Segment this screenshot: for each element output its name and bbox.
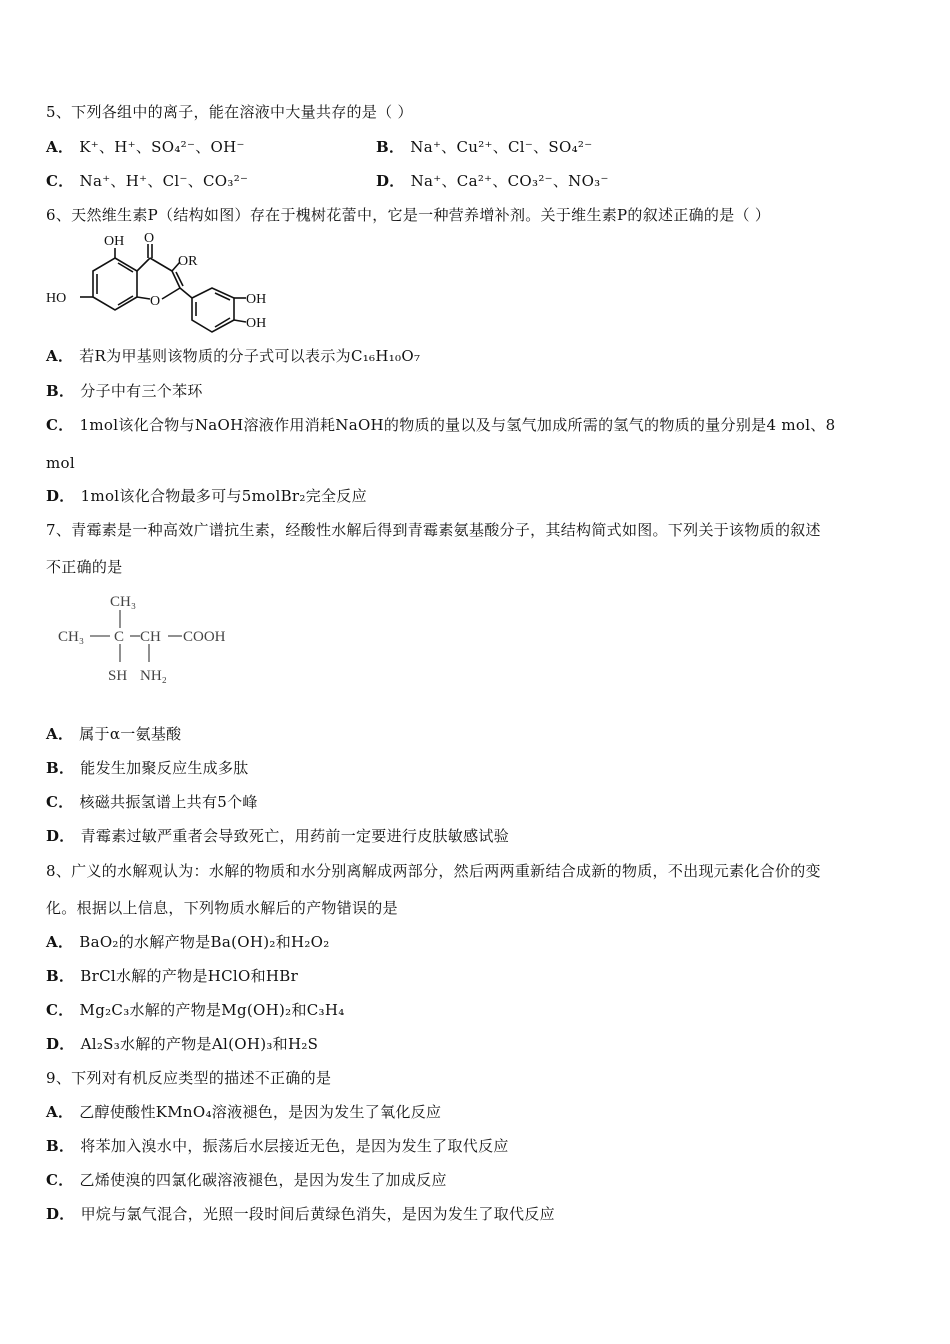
option-text: 属于α一氨基酸 (79, 725, 182, 743)
q6-option-c (46, 415, 835, 435)
q8-option-c (46, 1000, 345, 1020)
option-label: C． (46, 416, 74, 434)
q7-option-c (46, 792, 258, 812)
option-text: 1mol该化合物最多可与5molBr₂完全反应 (80, 487, 367, 505)
option-label: B． (46, 1137, 75, 1155)
option-text: 分子中有三个苯环 (80, 382, 203, 400)
q6-option-c-continued: mol (46, 454, 75, 472)
q8-option-b (46, 966, 298, 986)
option-label: D． (46, 1035, 75, 1053)
option-text: 若R为甲基则该物质的分子式可以表示为C₁₆H₁₀O₇ (79, 347, 421, 365)
label-oh-right-1: OH (246, 292, 267, 307)
option-text: Na⁺、Cu²⁺、Cl⁻、SO₄²⁻ (410, 138, 593, 156)
q9-stem: 9、下列对有机反应类型的描述不正确的是 (46, 1069, 332, 1087)
option-text: 青霉素过敏严重者会导致死亡，用药前一定要进行皮肤敏感试验 (80, 827, 510, 845)
option-text: BaO₂的水解产物是Ba(OH)₂和H₂O₂ (79, 933, 330, 951)
option-text: Al₂S₃水解的产物是Al(OH)₃和H₂S (80, 1035, 319, 1053)
q8-stem-line-1: 8、广义的水解观认为：水解的物质和水分别离解成两部分，然后两两重新结合成新的物质，不出现元素化合价的变 (46, 862, 821, 880)
q9-option-d (46, 1204, 555, 1224)
q6-stem: 6、天然维生素P（结构如图）存在于槐树花蕾中，它是一种营养增补剂。关于维生素P的叙述正确的是（ ） (46, 206, 771, 224)
option-text: K⁺、H⁺、SO₄²⁻、OH⁻ (79, 138, 245, 156)
option-text: 甲烷与氯气混合，光照一段时间后黄绿色消失，是因为发生了取代反应 (80, 1205, 555, 1223)
option-text: 核磁共振氢谱上共有5个峰 (79, 793, 258, 811)
option-label: B． (46, 382, 75, 400)
q6-option-b (46, 381, 203, 401)
q8-option-a (46, 932, 330, 952)
label-o-ring: O (150, 294, 161, 309)
q5-option-d (376, 171, 609, 191)
vitamin-p-structure-figure (40, 228, 280, 340)
q7-option-d (46, 826, 509, 846)
q6-option-a (46, 346, 420, 366)
q6-option-d (46, 486, 367, 506)
option-text: 乙醇使酸性KMnO₄溶液褪色，是因为发生了氧化反应 (79, 1103, 442, 1121)
label-cooh: COOH (183, 629, 226, 645)
q7-stem-line-2: 不正确的是 (46, 558, 123, 576)
q5-option-b (376, 137, 592, 157)
label-ch: CH (140, 629, 161, 645)
q9-option-a (46, 1102, 441, 1122)
q7-stem-line-1: 7、青霉素是一种高效广谱抗生素，经酸性水解后得到青霉素氨基酸分子，其结构简式如图。下列关于该物质的叙述 (46, 521, 821, 539)
option-label: A． (46, 1103, 74, 1121)
label-o-keto: O (144, 231, 155, 246)
option-text: 将苯加入溴水中，振荡后水层接近无色，是因为发生了取代反应 (80, 1137, 509, 1155)
option-label: C． (46, 172, 74, 190)
option-label: B． (46, 967, 75, 985)
option-label: A． (46, 933, 74, 951)
option-label: C． (46, 1001, 74, 1019)
label-ch3-top: CH₃ (110, 594, 137, 610)
option-text: 能发生加聚反应生成多肽 (80, 759, 249, 777)
label-ch3-left: CH₃ (58, 629, 85, 645)
q7-option-b (46, 758, 249, 778)
option-label: B． (376, 138, 405, 156)
option-label: A． (46, 725, 74, 743)
option-text: 1mol该化合物与NaOH溶液作用消耗NaOH的物质的量以及与氢气加成所需的氢气的物质的量分别是4 mol、8 (79, 416, 836, 434)
label-ho-left: HO (46, 291, 67, 306)
q5-stem: 5、下列各组中的离子，能在溶液中大量共存的是（ ） (46, 103, 413, 121)
option-label: D． (46, 1205, 75, 1223)
q9-option-b (46, 1136, 509, 1156)
label-sh: SH (108, 668, 128, 684)
q9-option-c (46, 1170, 447, 1190)
q8-stem-line-2: 化。根据以上信息，下列物质水解后的产物错误的是 (46, 899, 398, 917)
q5-option-a (46, 137, 245, 157)
penicillamine-structure-figure (52, 588, 252, 688)
option-label: C． (46, 1171, 74, 1189)
option-text: BrCl水解的产物是HClO和HBr (80, 967, 299, 985)
label-nh2: NH₂ (140, 668, 167, 684)
q7-option-a (46, 724, 181, 744)
option-label: D． (46, 827, 75, 845)
label-or: OR (178, 254, 198, 269)
option-label: A． (46, 347, 74, 365)
option-label: D． (46, 487, 75, 505)
label-oh-top: OH (104, 234, 125, 249)
option-label: A． (46, 138, 74, 156)
option-label: D． (376, 172, 405, 190)
label-oh-right-2: OH (246, 316, 267, 331)
label-c: C (114, 629, 125, 645)
option-label: C． (46, 793, 74, 811)
option-text: Na⁺、Ca²⁺、CO₃²⁻、NO₃⁻ (410, 172, 609, 190)
option-text: Na⁺、H⁺、Cl⁻、CO₃²⁻ (79, 172, 249, 190)
option-text: Mg₂C₃水解的产物是Mg(OH)₂和C₃H₄ (79, 1001, 345, 1019)
option-label: B． (46, 759, 75, 777)
option-text: 乙烯使溴的四氯化碳溶液褪色，是因为发生了加成反应 (79, 1171, 447, 1189)
q5-option-c (46, 171, 248, 191)
q8-option-d (46, 1034, 318, 1054)
